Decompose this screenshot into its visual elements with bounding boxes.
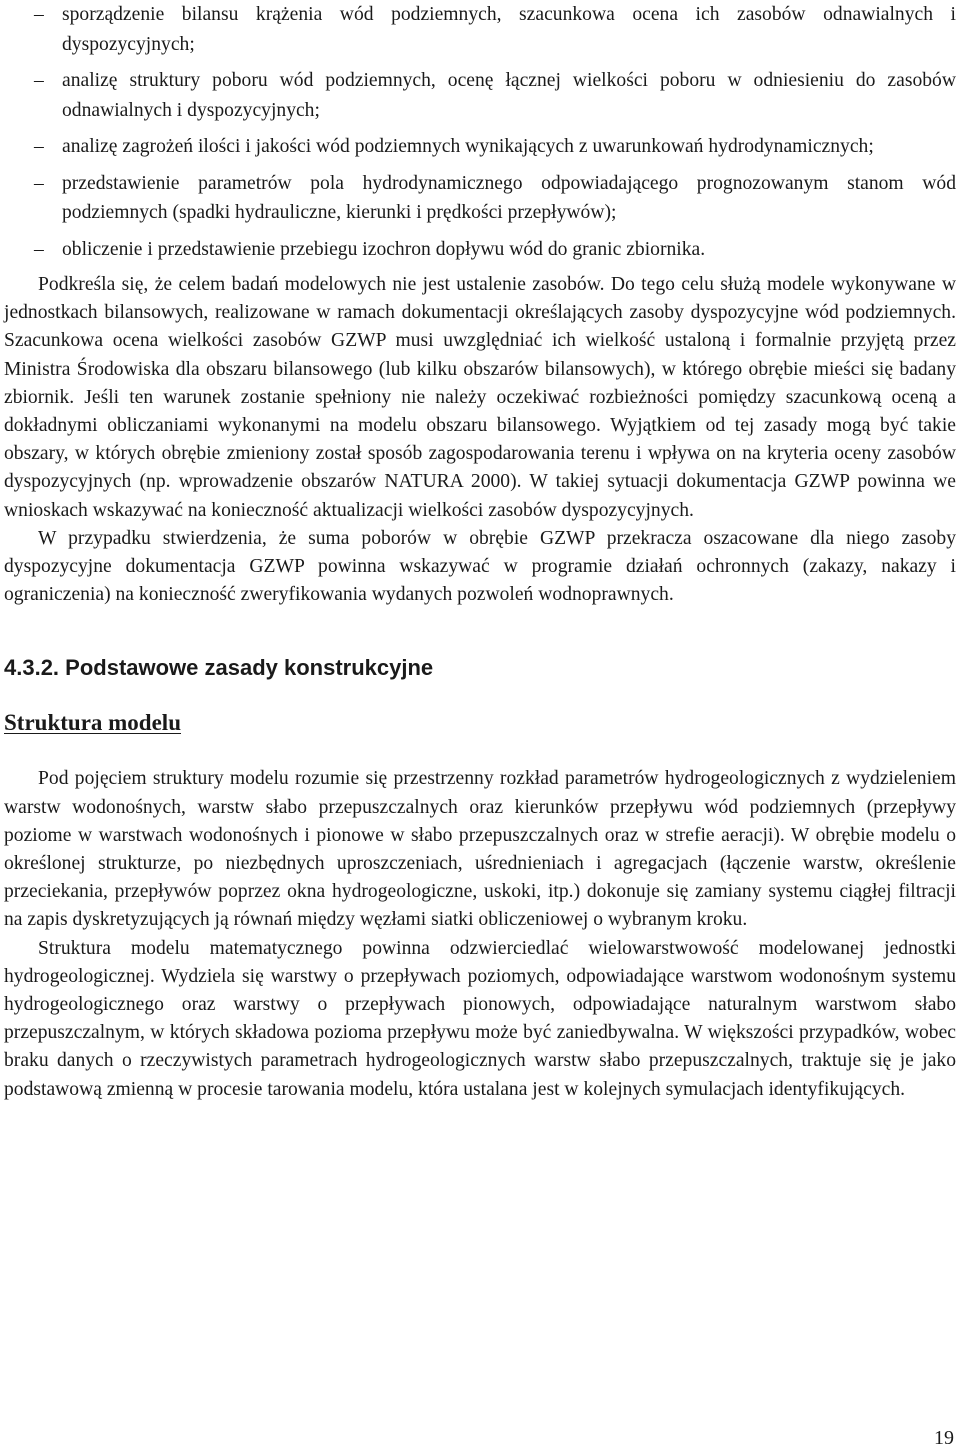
subsection-heading: Struktura modelu xyxy=(4,710,181,736)
dash-marker: – xyxy=(34,238,44,260)
list-item xyxy=(4,235,956,265)
paragraph-model-structure: Pod pojęciem struktury modelu rozumie się przestrzenny rozkład parametrów hydrogeologicznych z wydzieleniem warstw wodonośnych, warstw słabo przepuszczalnych oraz kierunków przepływu wód podziemnych (przepływy poziome w warstwach wodonośnych i pionowe w słabo przepuszczalnych oraz w strefie aeracji). W obrębie modelu o określonej strukturze, po niezbędnych uproszczeniach, uśrednieniach i agregacjach (łączenie warstw, określenie przeciekania, przepływów poprzez okna hydrogeologiczne, uskoki, itp.) dokonuje się zamiany systemu ciągłej filtracji na zapis dyskretyzujących ją równań między węzłami siatki obliczeniowej o wybranym kroku. xyxy=(4,768,956,931)
dash-marker: – xyxy=(34,172,44,194)
dash-marker: – xyxy=(34,70,44,91)
bullet-text: analizę zagrożeń ilości i jakości wód podziemnych wynikających z uwarunkowań hydrodynamicznych; xyxy=(62,136,874,157)
dash-marker: – xyxy=(34,136,44,157)
paragraph-models-purpose: Podkreśla się, że celem badań modelowych nie jest ustalenie zasobów. Do tego celu służą modele wykonywane w jednostkach bilansowych, realizowane w ramach dokumentacji określających zasoby dyspozycyjne wód podziemnych. Szacunkowa ocena wielkości zasobów GZWP musi uwzględniać ich wielkość ustaloną i formalnie przyjętą przez Ministra Środowiska dla obszaru bilansowego (lub kilku obszarów bilansowych), w którego obrębie mieści się badany zbiornik. Jeśli ten warunek zostanie spełniony nie należy oczekiwać rozbieżności pomiędzy szacunkową oceną a dokładnymi obliczaniami wykonanymi na modelu obszaru bilansowego. Wyjątkiem od tej zasady mogą być takie obszary, w których obrębie zmieniony został sposób zagospodarowania terenu i wpływa on na kryteria oceny zasobów dyspozycyjnych (np. wprowadzenie obszarów NATURA 2000). W takiej sytuacji dokumentacja GZWP powinna we wnioskach wskazywać na konieczność aktualizacji wielkości zasobów dyspozycyjnych. xyxy=(4,274,956,521)
bullet-text: sporządzenie bilansu krążenia wód podziemnych, szacunkowa ocena ich zasobów odnawialnych i dyspozycyjnych; xyxy=(62,4,956,55)
dash-marker: – xyxy=(34,4,44,25)
section-heading: 4.3.2. Podstawowe zasady konstrukcyjne xyxy=(4,655,434,681)
bullet-text: przedstawienie parametrów pola hydrodynamicznego odpowiadającego prognozowanym stanom wód podziemnych (spadki hydrauliczne, kierunki i prędkości przepływów); xyxy=(62,172,956,223)
bullet-list xyxy=(4,0,956,264)
paragraph-math-model: Struktura modelu matematycznego powinna odzwierciedlać wielowarstwowość modelowanej jednostki hydrogeologicznej. Wydziela się warstwy o przepływach poziomych, odpowiadające warstwom wodonośnym systemu hydrogeologicznego oraz warstwy o przepływach pionowych, odpowiadające naturalnym warstwom słabo przepuszczalnym, w których składowa pozioma przepływu może być zaniedbywalna. W większości przypadków, wobec braku danych o rzeczywistych parametrach hydrogeologicznych warstw słabo przepuszczalnych, traktuje się je jako podstawową zmienną w procesie tarowania modelu, która ustalana jest w kolejnych symulacjach identyfikujących. xyxy=(4,937,956,1100)
list-item xyxy=(4,169,956,228)
list-item xyxy=(4,66,956,125)
list-item xyxy=(4,132,956,162)
bullet-text: analizę struktury poboru wód podziemnych, ocenę łącznej wielkości poboru w odniesieniu do zasobów odnawialnych i dyspozycyjnych; xyxy=(62,70,956,121)
document-page xyxy=(4,0,956,1104)
paragraph-permits: W przypadku stwierdzenia, że suma poborów w obrębie GZWP przekracza oszacowane dla niego zasoby dyspozycyjne dokumentacja GZWP powinna wskazywać w programie działań ochronnych (zakazy, nakazy i ograniczenia) na konieczność zweryfikowania wydanych pozwoleń wodnoprawnych. xyxy=(4,527,956,606)
bullet-text: obliczenie i przedstawienie przebiegu izochron dopływu wód do granic zbiornika. xyxy=(62,238,706,260)
list-item xyxy=(4,0,956,59)
page-number: 19 xyxy=(934,1427,954,1449)
